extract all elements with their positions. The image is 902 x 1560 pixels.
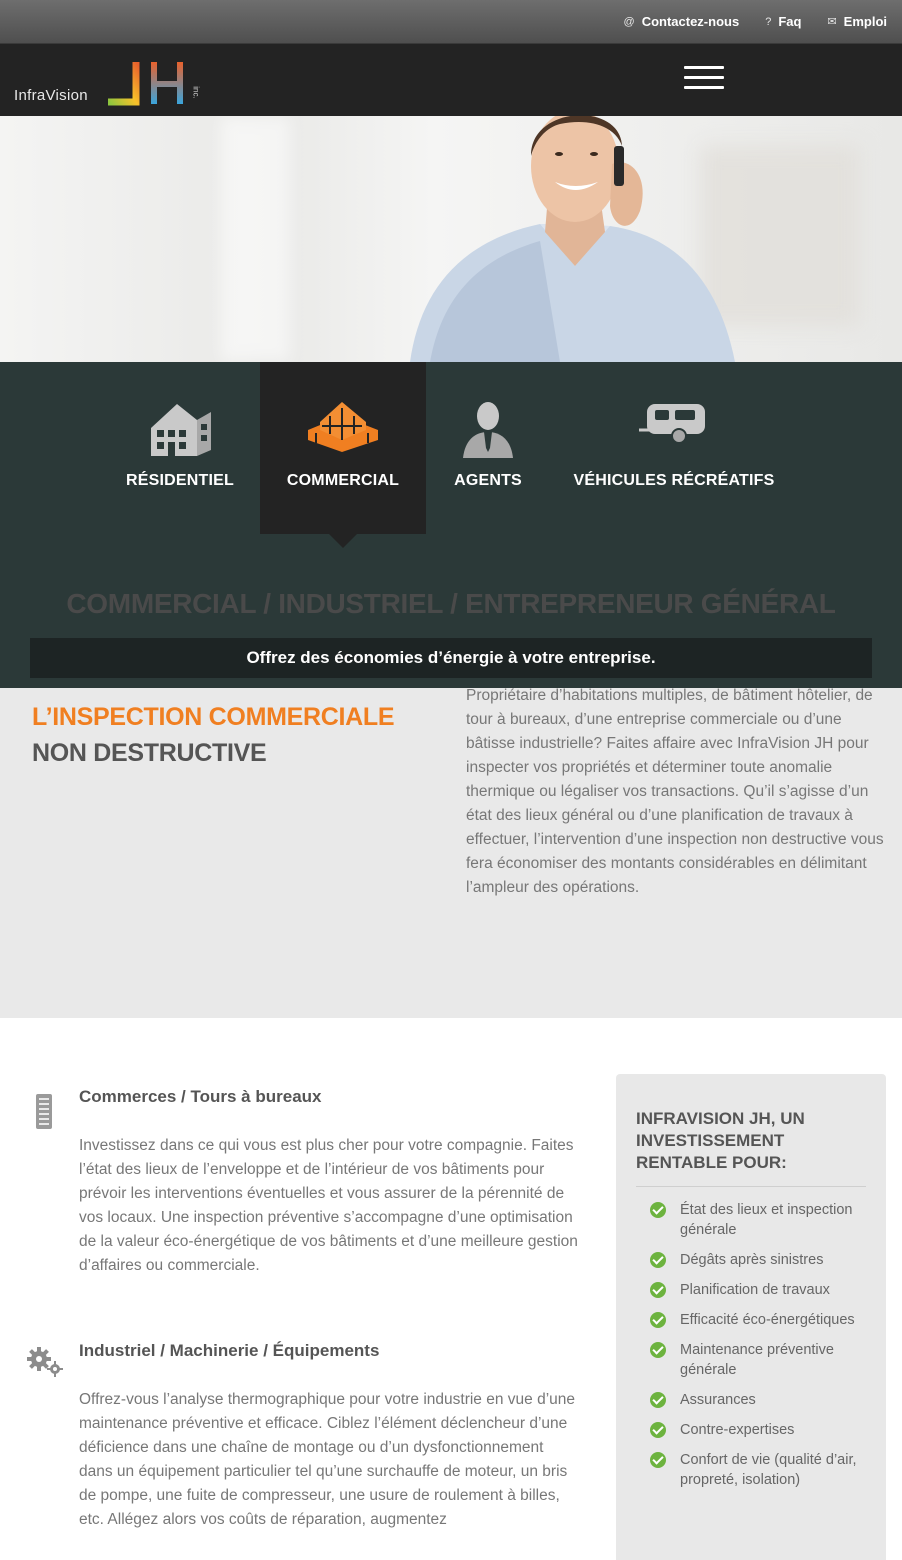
tower-building-icon xyxy=(35,1092,53,1130)
intro-heading: NON DESTRUCTIVE xyxy=(32,739,267,767)
house-icon xyxy=(147,400,213,458)
list-item xyxy=(646,1250,866,1270)
top-utility-bar xyxy=(0,0,902,44)
benefits-box-title: INFRAVISION JH, UN INVESTISSEMENT RENTABLE POUR: xyxy=(636,1109,805,1172)
businessman-on-phone-photo xyxy=(0,116,902,362)
list-item xyxy=(646,1420,866,1440)
list-item xyxy=(646,1200,866,1240)
hamburger-bar xyxy=(684,66,724,69)
section-title: COMMERCIAL / INDUSTRIEL / ENTREPRENEUR GÉNÉRAL xyxy=(66,588,836,619)
check-circle-icon xyxy=(650,1252,666,1268)
utility-links xyxy=(624,14,887,29)
hero-image xyxy=(0,116,902,362)
benefit-label: État des lieux et inspection générale xyxy=(680,1202,853,1238)
jobs-link-label: Emploi xyxy=(843,14,887,29)
faq-link[interactable] xyxy=(765,14,801,29)
benefit-label: Maintenance préventive générale xyxy=(680,1342,834,1378)
check-circle-icon xyxy=(650,1452,666,1468)
list-item xyxy=(646,1450,866,1490)
intro-paragraph: Propriétaire d’habitations multiples, de bâtiment hôtelier, de tour à bureaux, d’une entreprise commerciale ou d’une bâtisse industrielle? Faites affaire avec InfraVision JH pour inspecter vos propriétés et déterminer toute anomalie thermique ou légaliser vos transactions. Qu’il s’agisse d’un état des lieux général ou d’une planification de travaux à effectuer, l’intervention d’une inspection non destructive vous fera économiser des montants considérables en délimitant l’ampleur des opérations. xyxy=(466,687,884,896)
list-item xyxy=(646,1280,866,1300)
site-logo[interactable] xyxy=(14,58,214,106)
intro-heading-accent: L’INSPECTION COMMERCIALE xyxy=(32,703,395,731)
question-icon: ? xyxy=(765,15,772,28)
benefit-label: Assurances xyxy=(680,1392,756,1408)
tab-residentiel-label: RÉSIDENTIEL xyxy=(126,472,234,489)
tab-agents-label: AGENTS xyxy=(454,472,522,489)
check-circle-icon xyxy=(650,1282,666,1298)
menu-toggle-button[interactable] xyxy=(684,66,724,92)
person-icon xyxy=(461,400,515,458)
service-text-industriel: Offrez-vous l’analyse thermographique pour votre industrie en vue d’une maintenance préventive et efficace. Ciblez l’élément déclencheur d’une déficience dans une chaîne de montage ou d’un dysfonctionnement dans un équipement particulier tel qu’une surchauffe de moteur, un bris de pompe, une fuite de compresseur, une usure de roulement à billes, etc. Allégez alors vos coûts de réparation, augmentez xyxy=(79,1391,575,1528)
benefit-label: Contre-expertises xyxy=(680,1422,795,1438)
benefits-list xyxy=(646,1200,866,1500)
tab-commercial[interactable] xyxy=(260,362,426,534)
check-circle-icon xyxy=(650,1342,666,1358)
benefit-label: Efficacité éco-énergétiques xyxy=(680,1312,855,1328)
tab-commercial-label: COMMERCIAL xyxy=(286,472,400,489)
tab-residentiel[interactable] xyxy=(100,362,260,534)
jh-logo-mark-icon xyxy=(106,60,196,106)
site-header xyxy=(0,44,902,116)
divider xyxy=(636,1186,866,1187)
benefit-label: Confort de vie (qualité d’air, propreté, isolation) xyxy=(680,1452,857,1488)
hamburger-bar xyxy=(684,86,724,89)
service-title-commerces: Commerces / Tours à bureaux xyxy=(79,1087,322,1106)
trailer-icon xyxy=(639,400,709,446)
logo-inc: inc. xyxy=(191,86,201,99)
office-building-icon xyxy=(306,400,380,452)
faq-link-label: Faq xyxy=(778,14,802,29)
check-circle-icon xyxy=(650,1312,666,1328)
hamburger-bar xyxy=(684,76,724,79)
envelope-icon: ✉ xyxy=(827,16,837,28)
contact-link[interactable] xyxy=(624,14,740,29)
logo-wordmark: InfraVision xyxy=(14,87,88,104)
gears-icon xyxy=(27,1345,63,1377)
tab-vehicules-recreatifs[interactable] xyxy=(550,362,798,534)
list-item xyxy=(646,1390,866,1410)
service-text-commerces: Investissez dans ce qui vous est plus cher pour votre compagnie. Faites l’état des lieux de l’enveloppe et de l’intérieur de vos bâtiments pour prévoir les interventions éventuelles et vous assurer de la pérennité de vos locaux. Une inspection préventive s’accompagne d’une optimisation de la valeur éco-énergétique de vos bâtiments et d’une meilleure gestion d’affaires ou commerciale. xyxy=(79,1137,578,1274)
at-icon: @ xyxy=(623,15,635,28)
tab-agents[interactable] xyxy=(426,362,550,534)
contact-link-label: Contactez-nous xyxy=(641,14,740,29)
investment-benefits-box xyxy=(616,1074,886,1560)
section-tagline: Offrez des économies d’énergie à votre entreprise. xyxy=(30,638,872,678)
list-item xyxy=(646,1310,866,1330)
service-title-industriel: Industriel / Machinerie / Équipements xyxy=(79,1341,380,1360)
tab-vehicules-recreatifs-label: VÉHICULES RÉCRÉATIFS xyxy=(573,472,775,489)
check-circle-icon xyxy=(650,1392,666,1408)
check-circle-icon xyxy=(650,1422,666,1438)
intro-section xyxy=(0,688,902,1018)
list-item xyxy=(646,1340,866,1380)
benefit-label: Dégâts après sinistres xyxy=(680,1252,824,1268)
benefit-label: Planification de travaux xyxy=(680,1282,830,1298)
jobs-link[interactable] xyxy=(827,14,887,29)
check-circle-icon xyxy=(650,1202,666,1218)
